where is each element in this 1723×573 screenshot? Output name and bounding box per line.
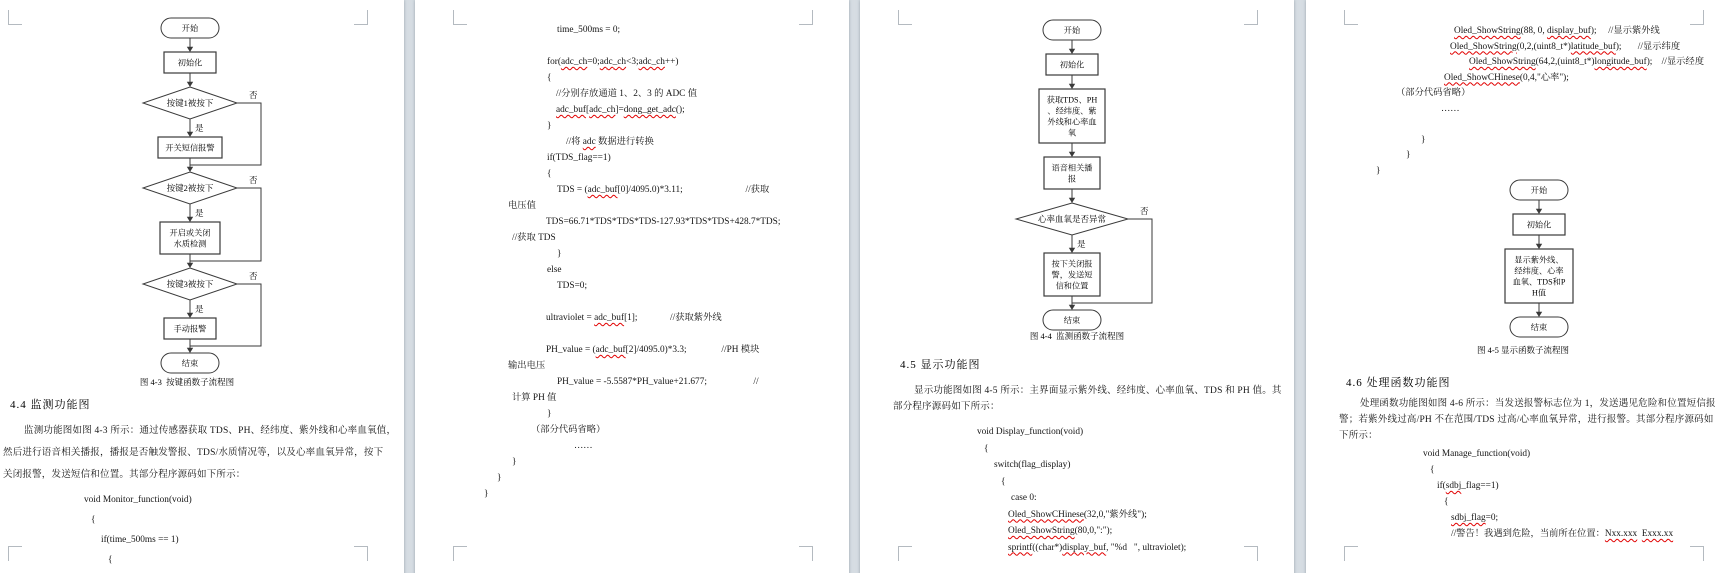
- flowchart-svg: [952, 18, 1192, 344]
- code-line: }: [1406, 150, 1411, 160]
- margin-mark-top-right: [1244, 10, 1258, 25]
- svg-text:按键2被按下: 按键2被按下: [166, 183, 214, 193]
- code-line: }: [1376, 165, 1381, 176]
- spellcheck-underline: adc_buf: [594, 313, 625, 323]
- code-line: }: [547, 121, 552, 131]
- spellcheck-underline: adc: [582, 137, 596, 147]
- svg-text:否: 否: [249, 90, 258, 100]
- spellcheck-underline: adc_buf: [556, 105, 586, 115]
- code-block: [1339, 24, 1713, 179]
- code-line: //将 adc 数据进行转换: [566, 137, 654, 147]
- text-line: 处理函数功能图如图 4-6 所示：当发送报警标志位为 1，发送遇见危险和位置短信报: [1360, 399, 1716, 409]
- code-line: {: [1430, 465, 1435, 475]
- code-line: Oled_ShowCHinese(0,4,"心率");: [1444, 72, 1569, 83]
- figure-caption: 图 4-4 监测函数子流程图: [1029, 331, 1125, 341]
- code-line: if(sdbj_flag==1): [1437, 481, 1499, 491]
- svg-text:开启或关闭水质检测: 开启或关闭水质检测: [169, 228, 211, 249]
- body-paragraph: [1339, 396, 1716, 444]
- spellcheck-underline: adc_ch: [560, 57, 588, 67]
- margin-mark-bottom-left: [453, 546, 467, 561]
- code-line: TDS=0;: [557, 281, 588, 291]
- spellcheck-underline: adc_ch: [638, 57, 665, 67]
- code-line: TDS=66.71*TDS*TDS*TDS-127.93*TDS*TDS+428.7*TDS;: [546, 217, 781, 227]
- text-line: 部分程序源码如下所示：: [893, 401, 1000, 412]
- text-line: 监测功能图如图 4-3 所示：通过传感器获取 TDS、PH、经纬度、紫外线和心率血氧值，: [24, 426, 397, 436]
- code-line: ……: [1441, 103, 1460, 114]
- code-line: {: [547, 169, 552, 179]
- svg-text:结束: 结束: [181, 359, 199, 368]
- code-line: {: [984, 443, 989, 454]
- code-line: //警告！我遇到危险，当前所在位置：Nxx.xxx Exxx.xx: [1451, 529, 1674, 539]
- code-line: case 0:: [1011, 493, 1037, 503]
- page-3[interactable]: [860, 0, 1294, 573]
- code-line: [1339, 117, 1713, 133]
- code-line: Oled_ShowString(88, 0, display_buf); //显示紫外线: [1454, 26, 1660, 36]
- code-line: Oled_ShowString(0,2,(uint8_t*)latitude_buf); //显示纬度: [1450, 41, 1681, 52]
- code-block: [893, 424, 1267, 556]
- code-line: {: [1444, 497, 1449, 507]
- spellcheck-underline: adc_buf: [587, 185, 618, 195]
- code-line: {: [547, 73, 552, 83]
- code-line: [448, 326, 822, 342]
- code-line: Oled_ShowCHinese(32,0,"紫外线");: [1008, 509, 1147, 520]
- svg-text:按下关闭报警，发送短信和位置: 按下关闭报警，发送短信和位置: [1051, 259, 1093, 291]
- svg-text:是: 是: [195, 123, 204, 133]
- svg-text:开始: 开始: [1063, 26, 1081, 35]
- code-line: //获取 TDS: [512, 233, 556, 243]
- svg-text:否: 否: [249, 175, 258, 185]
- svg-text:是: 是: [1077, 239, 1086, 249]
- code-line: {: [91, 515, 96, 525]
- margin-mark-top-right: [1690, 10, 1704, 25]
- spellcheck-underline: adc_buf: [595, 345, 626, 355]
- margin-mark-top-left: [8, 10, 22, 25]
- figure-caption: 图 4-5 显示函数子流程图: [1476, 345, 1570, 355]
- margin-mark-bottom-right: [799, 546, 813, 561]
- code-line: else: [547, 265, 562, 275]
- margin-mark-bottom-left: [1344, 546, 1358, 561]
- code-line: 计算 PH 值: [512, 393, 557, 403]
- flowchart-svg: [1419, 178, 1659, 351]
- spellcheck-underline: sdbj_flag: [1451, 513, 1486, 523]
- code-line: void Display_function(void): [977, 427, 1084, 437]
- body-paragraph: [893, 384, 1282, 415]
- code-line: }: [484, 489, 489, 499]
- code-line: }: [512, 457, 517, 467]
- svg-text:心率血氧是否异常: 心率血氧是否异常: [1037, 214, 1107, 224]
- code-line: [448, 38, 822, 54]
- svg-text:按键3被按下: 按键3被按下: [166, 279, 214, 289]
- spellcheck-underline: Exxx.xx: [1641, 529, 1674, 539]
- spellcheck-underline: sprintf: [1008, 542, 1033, 553]
- code-block: [3, 490, 377, 570]
- code-block: [1339, 446, 1713, 542]
- svg-text:初始化: 初始化: [177, 58, 203, 68]
- flowchart: [70, 16, 310, 392]
- section-heading: 4.4 监测功能图: [10, 399, 91, 411]
- code-line: void Manage_function(void): [1423, 449, 1531, 459]
- code-block: [448, 22, 822, 502]
- code-line: 电压值: [508, 201, 536, 211]
- svg-text:初始化: 初始化: [1059, 60, 1085, 70]
- svg-text:结束: 结束: [1063, 316, 1081, 325]
- flowchart-svg: [70, 16, 310, 387]
- code-line: {: [108, 555, 113, 565]
- code-line: ……: [574, 441, 593, 451]
- text-line: 关闭报警，发送短信和位置。其部分程序源码如下所示：: [3, 470, 246, 480]
- code-line: void Monitor_function(void): [84, 495, 192, 505]
- code-line: adc_buf[adc_ch]=dong_get_adc();: [556, 105, 685, 115]
- text-line: 然后进行语音相关播报，播报是否触发警报、TDS/水质情况等，以及心率血氧异常，按下: [3, 448, 384, 458]
- spellcheck-underline: Oled_ShowCHinese: [1008, 509, 1084, 520]
- code-line: {: [1001, 476, 1006, 487]
- spellcheck-underline: dong_get_adc: [623, 105, 676, 115]
- page-1[interactable]: [0, 0, 404, 573]
- spellcheck-underline: latitude_buf: [1570, 41, 1616, 52]
- spellcheck-underline: adc_ch: [589, 105, 616, 115]
- code-line: sprintf((char*)display_buf, "%d ", ultraviolet);: [1008, 542, 1187, 553]
- code-line: }: [497, 473, 502, 483]
- code-line: sdbj_flag=0;: [1451, 513, 1499, 523]
- svg-text:开关短信报警: 开关短信报警: [165, 143, 215, 153]
- code-line: if(time_500ms == 1): [101, 535, 179, 545]
- spellcheck-underline: longitude_buf: [1594, 57, 1647, 67]
- text-line: 警；若紫外线过高/PH 不在范围/TDS 过高/心率血氧异常，进行报警。其部分程序源码如: [1339, 415, 1714, 425]
- svg-text:否: 否: [1140, 206, 1149, 216]
- svg-text:语音相关播报: 语音相关播报: [1051, 163, 1093, 184]
- code-line: ultraviolet = adc_buf[1]; //获取紫外线: [546, 313, 722, 323]
- spellcheck-underline: Oled_ShowCHinese: [1444, 72, 1520, 83]
- spellcheck-underline: sdbj: [1445, 481, 1462, 491]
- code-line: TDS = (adc_buf[0]/4095.0)*3.11; //获取: [557, 185, 770, 195]
- spellcheck-underline: Oled_ShowString: [1469, 57, 1536, 67]
- flowchart: [1419, 178, 1659, 356]
- code-line: PH_value = -5.5587*PH_value+21.677; //: [557, 377, 759, 387]
- svg-text:按键1被按下: 按键1被按下: [166, 98, 214, 108]
- spellcheck-underline: adc_ch: [599, 57, 627, 67]
- code-line: for(adc_ch=0;adc_ch<3;adc_ch++): [547, 57, 679, 67]
- code-line: switch(flag_display): [994, 460, 1071, 470]
- code-line: （部分代码省略）: [531, 425, 606, 435]
- section-heading: 4.5 显示功能图: [900, 359, 981, 371]
- code-line: 输出电压: [508, 361, 546, 371]
- spellcheck-underline: display_buf: [1062, 542, 1107, 553]
- spellcheck-underline: display_buf: [1546, 26, 1591, 36]
- code-line: //分别存放通道 1、2、3 的 ADC 值: [556, 89, 698, 99]
- code-line: time_500ms = 0;: [557, 25, 621, 35]
- flowchart: [952, 18, 1192, 349]
- text-line: 显示功能图如图 4-5 所示：主界面显示紫外线、经纬度、心率血氧、TDS 和 PH 值。其: [914, 386, 1282, 396]
- svg-text:显示紫外线、经纬度、心率血氧、TDS和PH值: 显示紫外线、经纬度、心率血氧、TDS和P H值: [1512, 255, 1566, 298]
- svg-text:是: 是: [195, 304, 204, 314]
- svg-text:手动报警: 手动报警: [173, 324, 207, 334]
- figure-caption: 图 4-3 按键函数子流程图: [139, 377, 235, 387]
- code-line: }: [557, 249, 562, 259]
- section-heading: 4.6 处理函数功能图: [1346, 377, 1451, 389]
- code-line: Oled_ShowString(80,0,":");: [1008, 526, 1113, 536]
- text-line: 下所示：: [1339, 431, 1378, 441]
- svg-text:否: 否: [249, 271, 258, 281]
- page-4[interactable]: [1306, 0, 1723, 573]
- code-line: if(TDS_flag==1): [547, 153, 611, 163]
- spellcheck-underline: Nxx.xxx: [1604, 529, 1638, 539]
- svg-text:开始: 开始: [181, 24, 199, 33]
- svg-text:结束: 结束: [1530, 323, 1548, 332]
- code-line: }: [1421, 134, 1426, 145]
- svg-text:是: 是: [195, 208, 204, 218]
- code-line: （部分代码省略）: [1396, 88, 1471, 98]
- margin-mark-top-right: [354, 10, 368, 25]
- margin-mark-top-left: [898, 10, 912, 25]
- page-2[interactable]: [415, 0, 849, 573]
- code-line: [448, 294, 822, 310]
- svg-text:开始: 开始: [1530, 186, 1548, 195]
- margin-mark-top-left: [1344, 10, 1358, 25]
- margin-mark-bottom-right: [1690, 546, 1704, 561]
- spellcheck-underline: Oled_ShowString: [1454, 26, 1521, 36]
- svg-text:初始化: 初始化: [1526, 220, 1552, 230]
- code-line: Oled_ShowString(64,2,(uint8_t*)longitude_buf); //显示经度: [1469, 57, 1705, 67]
- code-line: PH_value = (adc_buf[2]/4095.0)*3.3; //PH 模块: [546, 345, 760, 355]
- spellcheck-underline: Oled_ShowString: [1450, 41, 1517, 52]
- body-paragraph: [3, 420, 397, 486]
- code-line: }: [547, 409, 552, 419]
- spellcheck-underline: Oled_ShowString: [1008, 526, 1075, 536]
- svg-text:获取TDS、PH、经纬度、紫外线和心率血氧: 获取TDS、PH 、经纬度、紫外线和心率血氧: [1046, 95, 1098, 138]
